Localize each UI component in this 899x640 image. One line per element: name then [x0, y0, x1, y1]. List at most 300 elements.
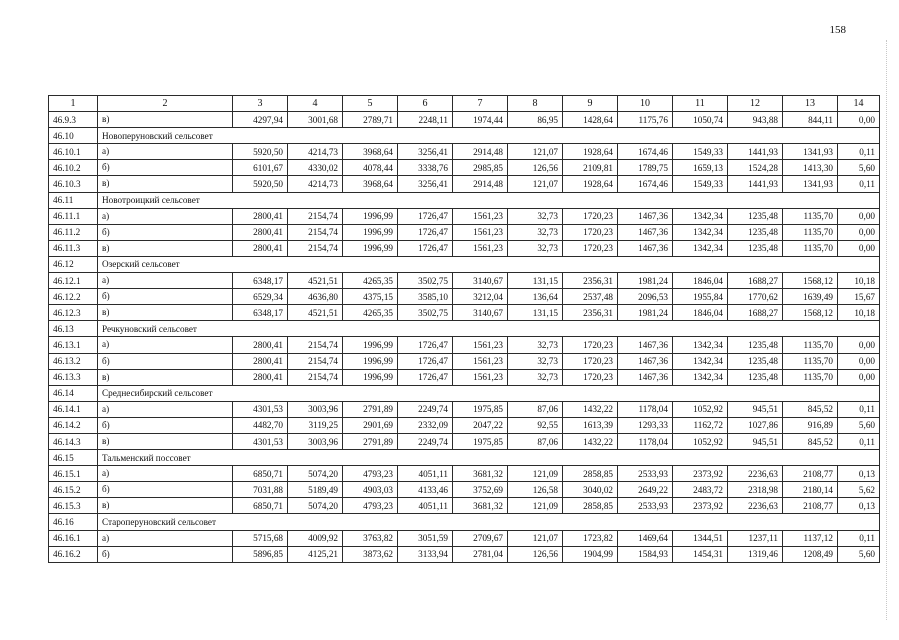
value-cell: 1996,99 [343, 353, 398, 369]
value-cell: 4301,53 [233, 433, 288, 449]
row-option: в) [98, 369, 233, 385]
value-cell: 1996,99 [343, 224, 398, 240]
value-cell: 1467,36 [618, 224, 673, 240]
value-cell: 3256,41 [398, 176, 453, 192]
value-cell: 1235,48 [728, 369, 783, 385]
value-cell: 1467,36 [618, 208, 673, 224]
section-row [49, 450, 880, 466]
section-title: Новоперуновский сельсовет [98, 128, 880, 144]
value-cell: 15,67 [838, 289, 880, 305]
value-cell: 3003,96 [288, 401, 343, 417]
value-cell: 1955,84 [673, 289, 728, 305]
value-cell: 4133,46 [398, 482, 453, 498]
row-option: б) [98, 417, 233, 433]
row-index: 46.14.3 [49, 433, 98, 449]
value-cell: 121,07 [508, 144, 563, 160]
value-cell: 10,18 [838, 273, 880, 289]
value-cell: 2533,93 [618, 498, 673, 514]
table-row [49, 498, 880, 514]
value-cell: 1467,36 [618, 337, 673, 353]
value-cell: 2533,93 [618, 466, 673, 482]
value-cell: 1135,70 [783, 208, 838, 224]
value-cell: 3051,59 [398, 530, 453, 546]
value-cell: 1162,72 [673, 417, 728, 433]
table-row [49, 482, 880, 498]
value-cell: 4125,21 [288, 546, 343, 562]
value-cell: 1235,48 [728, 353, 783, 369]
row-option: в) [98, 112, 233, 128]
value-cell: 1549,33 [673, 144, 728, 160]
value-cell: 2332,09 [398, 417, 453, 433]
column-header-12: 12 [728, 96, 783, 112]
value-cell: 0,13 [838, 498, 880, 514]
value-cell: 3256,41 [398, 144, 453, 160]
value-cell: 1561,23 [453, 208, 508, 224]
value-cell: 2248,11 [398, 112, 453, 128]
value-cell: 32,73 [508, 369, 563, 385]
value-cell: 1235,48 [728, 337, 783, 353]
row-index: 46.15.3 [49, 498, 98, 514]
value-cell: 2800,41 [233, 337, 288, 353]
value-cell: 5920,50 [233, 144, 288, 160]
value-cell: 2236,63 [728, 498, 783, 514]
value-cell: 3873,62 [343, 546, 398, 562]
column-header-5: 5 [343, 96, 398, 112]
row-index: 46.13.3 [49, 369, 98, 385]
value-cell: 1846,04 [673, 305, 728, 321]
table-header-row [49, 96, 880, 112]
table-body [49, 96, 880, 563]
value-cell: 4482,70 [233, 417, 288, 433]
row-option: в) [98, 305, 233, 321]
value-cell: 1974,44 [453, 112, 508, 128]
value-cell: 0,11 [838, 144, 880, 160]
value-cell: 126,58 [508, 482, 563, 498]
row-option: в) [98, 176, 233, 192]
value-cell: 5715,68 [233, 530, 288, 546]
value-cell: 6850,71 [233, 498, 288, 514]
value-cell: 0,00 [838, 369, 880, 385]
value-cell: 0,00 [838, 224, 880, 240]
value-cell: 916,89 [783, 417, 838, 433]
column-header-4: 4 [288, 96, 343, 112]
column-header-2: 2 [98, 96, 233, 112]
value-cell: 6850,71 [233, 466, 288, 482]
value-cell: 1720,23 [563, 353, 618, 369]
row-index: 46.15 [49, 450, 98, 466]
column-header-1: 1 [49, 96, 98, 112]
value-cell: 6348,17 [233, 305, 288, 321]
value-cell: 4375,15 [343, 289, 398, 305]
row-option: в) [98, 433, 233, 449]
section-row [49, 514, 880, 530]
section-row [49, 385, 880, 401]
value-cell: 2789,71 [343, 112, 398, 128]
value-cell: 121,07 [508, 176, 563, 192]
value-cell: 3338,76 [398, 160, 453, 176]
row-index: 46.16.1 [49, 530, 98, 546]
value-cell: 3752,69 [453, 482, 508, 498]
column-header-14: 14 [838, 96, 880, 112]
value-cell: 1052,92 [673, 401, 728, 417]
value-cell: 2800,41 [233, 369, 288, 385]
value-cell: 0,13 [838, 466, 880, 482]
value-cell: 2483,72 [673, 482, 728, 498]
row-index: 46.12.3 [49, 305, 98, 321]
section-title: Речкуновский сельсовет [98, 321, 880, 337]
value-cell: 1175,76 [618, 112, 673, 128]
value-cell: 2791,89 [343, 401, 398, 417]
value-cell: 1789,75 [618, 160, 673, 176]
section-row [49, 256, 880, 272]
value-cell: 2800,41 [233, 353, 288, 369]
value-cell: 3502,75 [398, 305, 453, 321]
value-cell: 3003,96 [288, 433, 343, 449]
value-cell: 1319,46 [728, 546, 783, 562]
table-row [49, 369, 880, 385]
value-cell: 6529,34 [233, 289, 288, 305]
value-cell: 92,55 [508, 417, 563, 433]
value-cell: 4903,03 [343, 482, 398, 498]
value-cell: 1981,24 [618, 305, 673, 321]
column-header-6: 6 [398, 96, 453, 112]
value-cell: 1568,12 [783, 305, 838, 321]
value-cell: 87,06 [508, 433, 563, 449]
column-header-9: 9 [563, 96, 618, 112]
value-cell: 3968,64 [343, 144, 398, 160]
value-cell: 2800,41 [233, 224, 288, 240]
value-cell: 1561,23 [453, 369, 508, 385]
value-cell: 1441,93 [728, 144, 783, 160]
table-row [49, 305, 880, 321]
row-index: 46.11 [49, 192, 98, 208]
value-cell: 1674,46 [618, 144, 673, 160]
value-cell: 1432,22 [563, 401, 618, 417]
value-cell: 86,95 [508, 112, 563, 128]
value-cell: 1342,34 [673, 369, 728, 385]
value-cell: 2901,69 [343, 417, 398, 433]
column-header-10: 10 [618, 96, 673, 112]
value-cell: 1549,33 [673, 176, 728, 192]
table-row [49, 240, 880, 256]
value-cell: 1975,85 [453, 433, 508, 449]
value-cell: 0,11 [838, 401, 880, 417]
value-cell: 844,11 [783, 112, 838, 128]
value-cell: 4521,51 [288, 305, 343, 321]
value-cell: 943,88 [728, 112, 783, 128]
value-cell: 3585,10 [398, 289, 453, 305]
value-cell: 1341,93 [783, 144, 838, 160]
value-cell: 2914,48 [453, 144, 508, 160]
row-index: 46.13.2 [49, 353, 98, 369]
value-cell: 1720,23 [563, 208, 618, 224]
row-option: а) [98, 466, 233, 482]
value-cell: 0,00 [838, 337, 880, 353]
column-header-7: 7 [453, 96, 508, 112]
value-cell: 7031,88 [233, 482, 288, 498]
value-cell: 4301,53 [233, 401, 288, 417]
value-cell: 1613,39 [563, 417, 618, 433]
value-cell: 2154,74 [288, 224, 343, 240]
value-cell: 2781,04 [453, 546, 508, 562]
value-cell: 131,15 [508, 305, 563, 321]
value-cell: 1720,23 [563, 240, 618, 256]
value-cell: 1441,93 [728, 176, 783, 192]
value-cell: 1720,23 [563, 369, 618, 385]
value-cell: 1469,64 [618, 530, 673, 546]
value-cell: 1726,47 [398, 208, 453, 224]
section-title: Новотроицкий сельсовет [98, 192, 880, 208]
row-option: а) [98, 401, 233, 417]
value-cell: 2356,31 [563, 305, 618, 321]
value-cell: 121,07 [508, 530, 563, 546]
value-cell: 126,56 [508, 160, 563, 176]
value-cell: 1688,27 [728, 273, 783, 289]
value-cell: 1928,64 [563, 176, 618, 192]
value-cell: 32,73 [508, 224, 563, 240]
page-number: 158 [829, 24, 846, 36]
table-row [49, 433, 880, 449]
value-cell: 1135,70 [783, 353, 838, 369]
value-cell: 2047,22 [453, 417, 508, 433]
row-index: 46.10.3 [49, 176, 98, 192]
value-cell: 2154,74 [288, 208, 343, 224]
value-cell: 1726,47 [398, 353, 453, 369]
value-cell: 1726,47 [398, 240, 453, 256]
value-cell: 32,73 [508, 208, 563, 224]
value-cell: 4793,23 [343, 498, 398, 514]
table-row [49, 466, 880, 482]
value-cell: 4078,44 [343, 160, 398, 176]
value-cell: 2249,74 [398, 433, 453, 449]
value-cell: 5,60 [838, 546, 880, 562]
value-cell: 4793,23 [343, 466, 398, 482]
row-index: 46.11.1 [49, 208, 98, 224]
value-cell: 5074,20 [288, 466, 343, 482]
value-cell: 2096,53 [618, 289, 673, 305]
value-cell: 1584,93 [618, 546, 673, 562]
value-cell: 3140,67 [453, 273, 508, 289]
value-cell: 2800,41 [233, 208, 288, 224]
value-cell: 1208,49 [783, 546, 838, 562]
value-cell: 2537,48 [563, 289, 618, 305]
table-row [49, 417, 880, 433]
row-option: в) [98, 498, 233, 514]
value-cell: 5,60 [838, 160, 880, 176]
table-row [49, 112, 880, 128]
value-cell: 5896,85 [233, 546, 288, 562]
value-cell: 1342,34 [673, 353, 728, 369]
value-cell: 1561,23 [453, 353, 508, 369]
section-title: Тальменский поссовет [98, 450, 880, 466]
table-row [49, 224, 880, 240]
value-cell: 126,56 [508, 546, 563, 562]
value-cell: 2858,85 [563, 498, 618, 514]
value-cell: 1720,23 [563, 337, 618, 353]
value-cell: 32,73 [508, 337, 563, 353]
table-row [49, 289, 880, 305]
value-cell: 3502,75 [398, 273, 453, 289]
value-cell: 3212,04 [453, 289, 508, 305]
value-cell: 1846,04 [673, 273, 728, 289]
value-cell: 1975,85 [453, 401, 508, 417]
value-cell: 3968,64 [343, 176, 398, 192]
row-index: 46.14.1 [49, 401, 98, 417]
value-cell: 5920,50 [233, 176, 288, 192]
column-header-13: 13 [783, 96, 838, 112]
value-cell: 3133,94 [398, 546, 453, 562]
column-header-3: 3 [233, 96, 288, 112]
value-cell: 4297,94 [233, 112, 288, 128]
value-cell: 2791,89 [343, 433, 398, 449]
row-option: а) [98, 530, 233, 546]
value-cell: 131,15 [508, 273, 563, 289]
value-cell: 1467,36 [618, 353, 673, 369]
section-title: Озерский сельсовет [98, 256, 880, 272]
value-cell: 32,73 [508, 353, 563, 369]
row-index: 46.15.1 [49, 466, 98, 482]
value-cell: 1928,64 [563, 144, 618, 160]
value-cell: 1996,99 [343, 337, 398, 353]
value-cell: 0,11 [838, 530, 880, 546]
row-option: а) [98, 208, 233, 224]
value-cell: 87,06 [508, 401, 563, 417]
value-cell: 5,62 [838, 482, 880, 498]
value-cell: 4051,11 [398, 466, 453, 482]
value-cell: 6101,67 [233, 160, 288, 176]
value-cell: 845,52 [783, 433, 838, 449]
value-cell: 1135,70 [783, 240, 838, 256]
column-header-11: 11 [673, 96, 728, 112]
value-cell: 1135,70 [783, 337, 838, 353]
value-cell: 2154,74 [288, 369, 343, 385]
value-cell: 4051,11 [398, 498, 453, 514]
tariff-table [48, 95, 880, 563]
row-option: б) [98, 224, 233, 240]
value-cell: 3140,67 [453, 305, 508, 321]
value-cell: 1342,34 [673, 337, 728, 353]
row-index: 46.16 [49, 514, 98, 530]
row-index: 46.13.1 [49, 337, 98, 353]
row-index: 46.14 [49, 385, 98, 401]
value-cell: 5189,49 [288, 482, 343, 498]
value-cell: 1688,27 [728, 305, 783, 321]
value-cell: 2373,92 [673, 498, 728, 514]
table-row [49, 337, 880, 353]
value-cell: 10,18 [838, 305, 880, 321]
value-cell: 1996,99 [343, 369, 398, 385]
row-option: б) [98, 546, 233, 562]
value-cell: 6348,17 [233, 273, 288, 289]
value-cell: 1996,99 [343, 208, 398, 224]
value-cell: 4521,51 [288, 273, 343, 289]
value-cell: 2985,85 [453, 160, 508, 176]
value-cell: 2318,98 [728, 482, 783, 498]
value-cell: 2154,74 [288, 337, 343, 353]
value-cell: 0,11 [838, 433, 880, 449]
table-row [49, 273, 880, 289]
value-cell: 1561,23 [453, 337, 508, 353]
value-cell: 1235,48 [728, 208, 783, 224]
value-cell: 2180,14 [783, 482, 838, 498]
row-index: 46.11.2 [49, 224, 98, 240]
value-cell: 2800,41 [233, 240, 288, 256]
value-cell: 1293,33 [618, 417, 673, 433]
value-cell: 1235,48 [728, 240, 783, 256]
section-row [49, 192, 880, 208]
value-cell: 4330,02 [288, 160, 343, 176]
value-cell: 4265,35 [343, 273, 398, 289]
value-cell: 1720,23 [563, 224, 618, 240]
row-index: 46.10 [49, 128, 98, 144]
value-cell: 3001,68 [288, 112, 343, 128]
value-cell: 2154,74 [288, 240, 343, 256]
row-option: а) [98, 337, 233, 353]
value-cell: 1342,34 [673, 224, 728, 240]
row-option: б) [98, 289, 233, 305]
value-cell: 121,09 [508, 498, 563, 514]
value-cell: 2108,77 [783, 466, 838, 482]
row-index: 46.16.2 [49, 546, 98, 562]
value-cell: 2858,85 [563, 466, 618, 482]
value-cell: 1981,24 [618, 273, 673, 289]
table-row [49, 144, 880, 160]
value-cell: 1178,04 [618, 401, 673, 417]
value-cell: 2373,92 [673, 466, 728, 482]
value-cell: 945,51 [728, 401, 783, 417]
value-cell: 2154,74 [288, 353, 343, 369]
value-cell: 1432,22 [563, 433, 618, 449]
column-header-8: 8 [508, 96, 563, 112]
value-cell: 1726,47 [398, 369, 453, 385]
value-cell: 1467,36 [618, 369, 673, 385]
value-cell: 5,60 [838, 417, 880, 433]
table-row [49, 546, 880, 562]
value-cell: 1052,92 [673, 433, 728, 449]
row-option: а) [98, 144, 233, 160]
section-title: Среднесибирский сельсовет [98, 385, 880, 401]
table-row [49, 353, 880, 369]
value-cell: 2709,67 [453, 530, 508, 546]
row-index: 46.12.2 [49, 289, 98, 305]
value-cell: 1342,34 [673, 240, 728, 256]
row-index: 46.11.3 [49, 240, 98, 256]
value-cell: 1237,11 [728, 530, 783, 546]
value-cell: 945,51 [728, 433, 783, 449]
page-edge-divider [886, 40, 888, 620]
value-cell: 1342,34 [673, 208, 728, 224]
value-cell: 1027,86 [728, 417, 783, 433]
value-cell: 3119,25 [288, 417, 343, 433]
value-cell: 1135,70 [783, 224, 838, 240]
value-cell: 1524,28 [728, 160, 783, 176]
row-index: 46.12 [49, 256, 98, 272]
value-cell: 136,64 [508, 289, 563, 305]
value-cell: 1639,49 [783, 289, 838, 305]
row-option: в) [98, 240, 233, 256]
row-option: б) [98, 160, 233, 176]
value-cell: 1413,30 [783, 160, 838, 176]
value-cell: 4009,92 [288, 530, 343, 546]
value-cell: 1137,12 [783, 530, 838, 546]
value-cell: 2236,63 [728, 466, 783, 482]
value-cell: 1726,47 [398, 224, 453, 240]
value-cell: 1996,99 [343, 240, 398, 256]
value-cell: 4214,73 [288, 144, 343, 160]
value-cell: 2649,22 [618, 482, 673, 498]
value-cell: 1341,93 [783, 176, 838, 192]
row-index: 46.13 [49, 321, 98, 337]
